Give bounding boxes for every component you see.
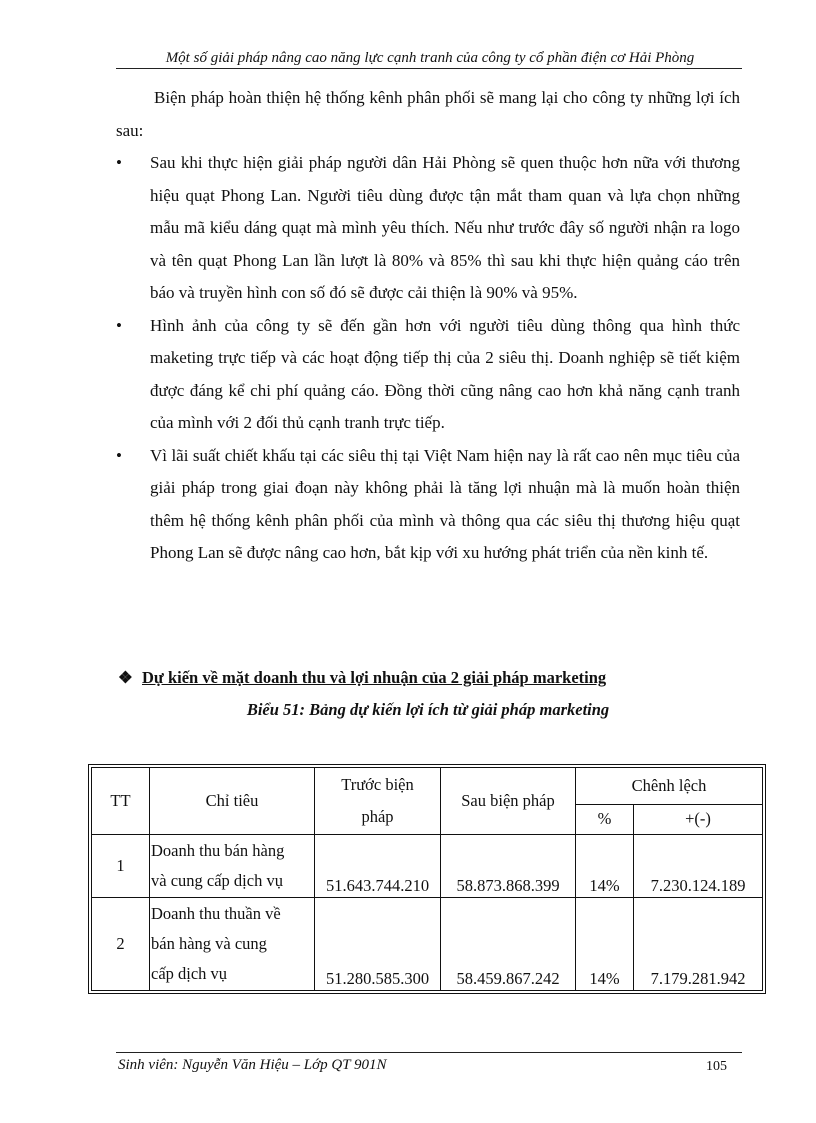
header-chi-tieu: Chỉ tiêu — [150, 768, 315, 835]
label-line: Doanh thu thuần về — [151, 904, 281, 923]
cell-sau: 58.459.867.242 — [441, 898, 576, 991]
bullet-text: Sau khi thực hiện giải pháp người dân Hải Phòng sẽ quen thuộc hơn nữa với thương hiệu quạt Phong Lan. Người tiêu dùng được tận mắt tham quan và lựa chọn những mẫu mã kiểu dáng quạt mà mình yêu thích. Nếu như trước đây số người nhận ra logo và tên quạt Phong Lan lần lượt là 80% và 85% thì sau khi thực hiện quảng cáo trên báo và truyền hình con số đó sẽ được cải thiện là 90% và 95%. — [150, 153, 740, 302]
table-header-row — [92, 768, 763, 805]
header-rule — [116, 68, 742, 69]
cell-sau: 58.873.868.399 — [441, 835, 576, 898]
bullet-text: Vì lãi suất chiết khấu tại các siêu thị tại Việt Nam hiện nay là rất cao nên mục tiêu của giải pháp trong giai đoạn này không phải là tăng lợi nhuận mà là muốn hoàn thiện thêm hệ thống kênh phân phối của mình và thông qua các siêu thị thương hiệu quạt Phong Lan sẽ được nâng cao hơn, bắt kịp với xu hướng phát triển của nền kinh tế. — [150, 445, 740, 562]
table-caption: Biểu 51: Bảng dự kiến lợi ích từ giải pháp marketing — [246, 700, 610, 719]
table-row — [92, 835, 763, 865]
header-sau: Sau biện pháp — [441, 768, 576, 835]
footer-student: Sinh viên: Nguyễn Văn Hiệu – Lớp QT 901N — [118, 1057, 387, 1073]
label-line: và cung cấp dịch vụ — [151, 871, 283, 890]
bullet-item — [116, 310, 740, 440]
bullet-mark: • — [116, 445, 122, 465]
page-number: 105 — [706, 1059, 727, 1074]
header-pct: % — [576, 804, 634, 834]
cell-diff: 7.179.281.942 — [634, 898, 763, 991]
cell-truoc: 51.280.585.300 — [315, 898, 441, 991]
diamond-bullet-icon: ❖ — [118, 668, 133, 687]
cell-pct: 14% — [576, 835, 634, 898]
section-heading — [118, 668, 606, 688]
header-truoc-line1: Trước biện — [341, 775, 414, 794]
cell-truoc: 51.643.744.210 — [315, 835, 441, 898]
data-table-frame — [88, 764, 766, 994]
running-header: Một số giải pháp nâng cao năng lực cạnh tranh của công ty cổ phần điện cơ Hải Phòng — [165, 50, 695, 66]
header-tt: TT — [92, 768, 150, 835]
table-row — [92, 898, 763, 928]
cell-diff: 7.230.124.189 — [634, 835, 763, 898]
bullet-item — [116, 440, 740, 570]
body-text — [116, 82, 740, 570]
bullet-mark: • — [116, 315, 122, 335]
label-line: Doanh thu bán hàng — [151, 841, 285, 860]
data-table — [91, 767, 763, 991]
cell-chi-tieu — [150, 835, 315, 898]
label-line: bán hàng và cung — [151, 934, 267, 953]
header-diff: +(-) — [634, 804, 763, 834]
cell-tt: 2 — [92, 898, 150, 991]
bullet-item — [116, 147, 740, 310]
cell-tt: 1 — [92, 835, 150, 898]
cell-pct: 14% — [576, 898, 634, 991]
footer-rule — [116, 1052, 742, 1053]
bullet-mark: • — [116, 153, 122, 172]
section-heading-text: Dự kiến về mặt doanh thu và lợi nhuận của 2 giải pháp marketing — [142, 668, 607, 687]
label-line: cấp dịch vụ — [151, 964, 228, 983]
header-truoc — [315, 768, 441, 835]
bullet-text: Hình ảnh của công ty sẽ đến gần hơn với người tiêu dùng thông qua hình thức maketing trực tiếp và các hoạt động tiếp thị của 2 siêu thị. Doanh nghiệp sẽ tiết kiệm được đáng kể chi phí quảng cáo. Đồng thời cũng nâng cao hơn khả năng cạnh tranh của mình với 2 đối thủ cạnh tranh trực tiếp. — [150, 315, 740, 432]
intro-paragraph: Biện pháp hoàn thiện hệ thống kênh phân phối sẽ mang lại cho công ty những lợi ích sau: — [116, 88, 740, 140]
header-chenh-lech: Chênh lệch — [576, 768, 763, 805]
header-truoc-line2: pháp — [361, 807, 394, 826]
cell-chi-tieu — [150, 898, 315, 991]
